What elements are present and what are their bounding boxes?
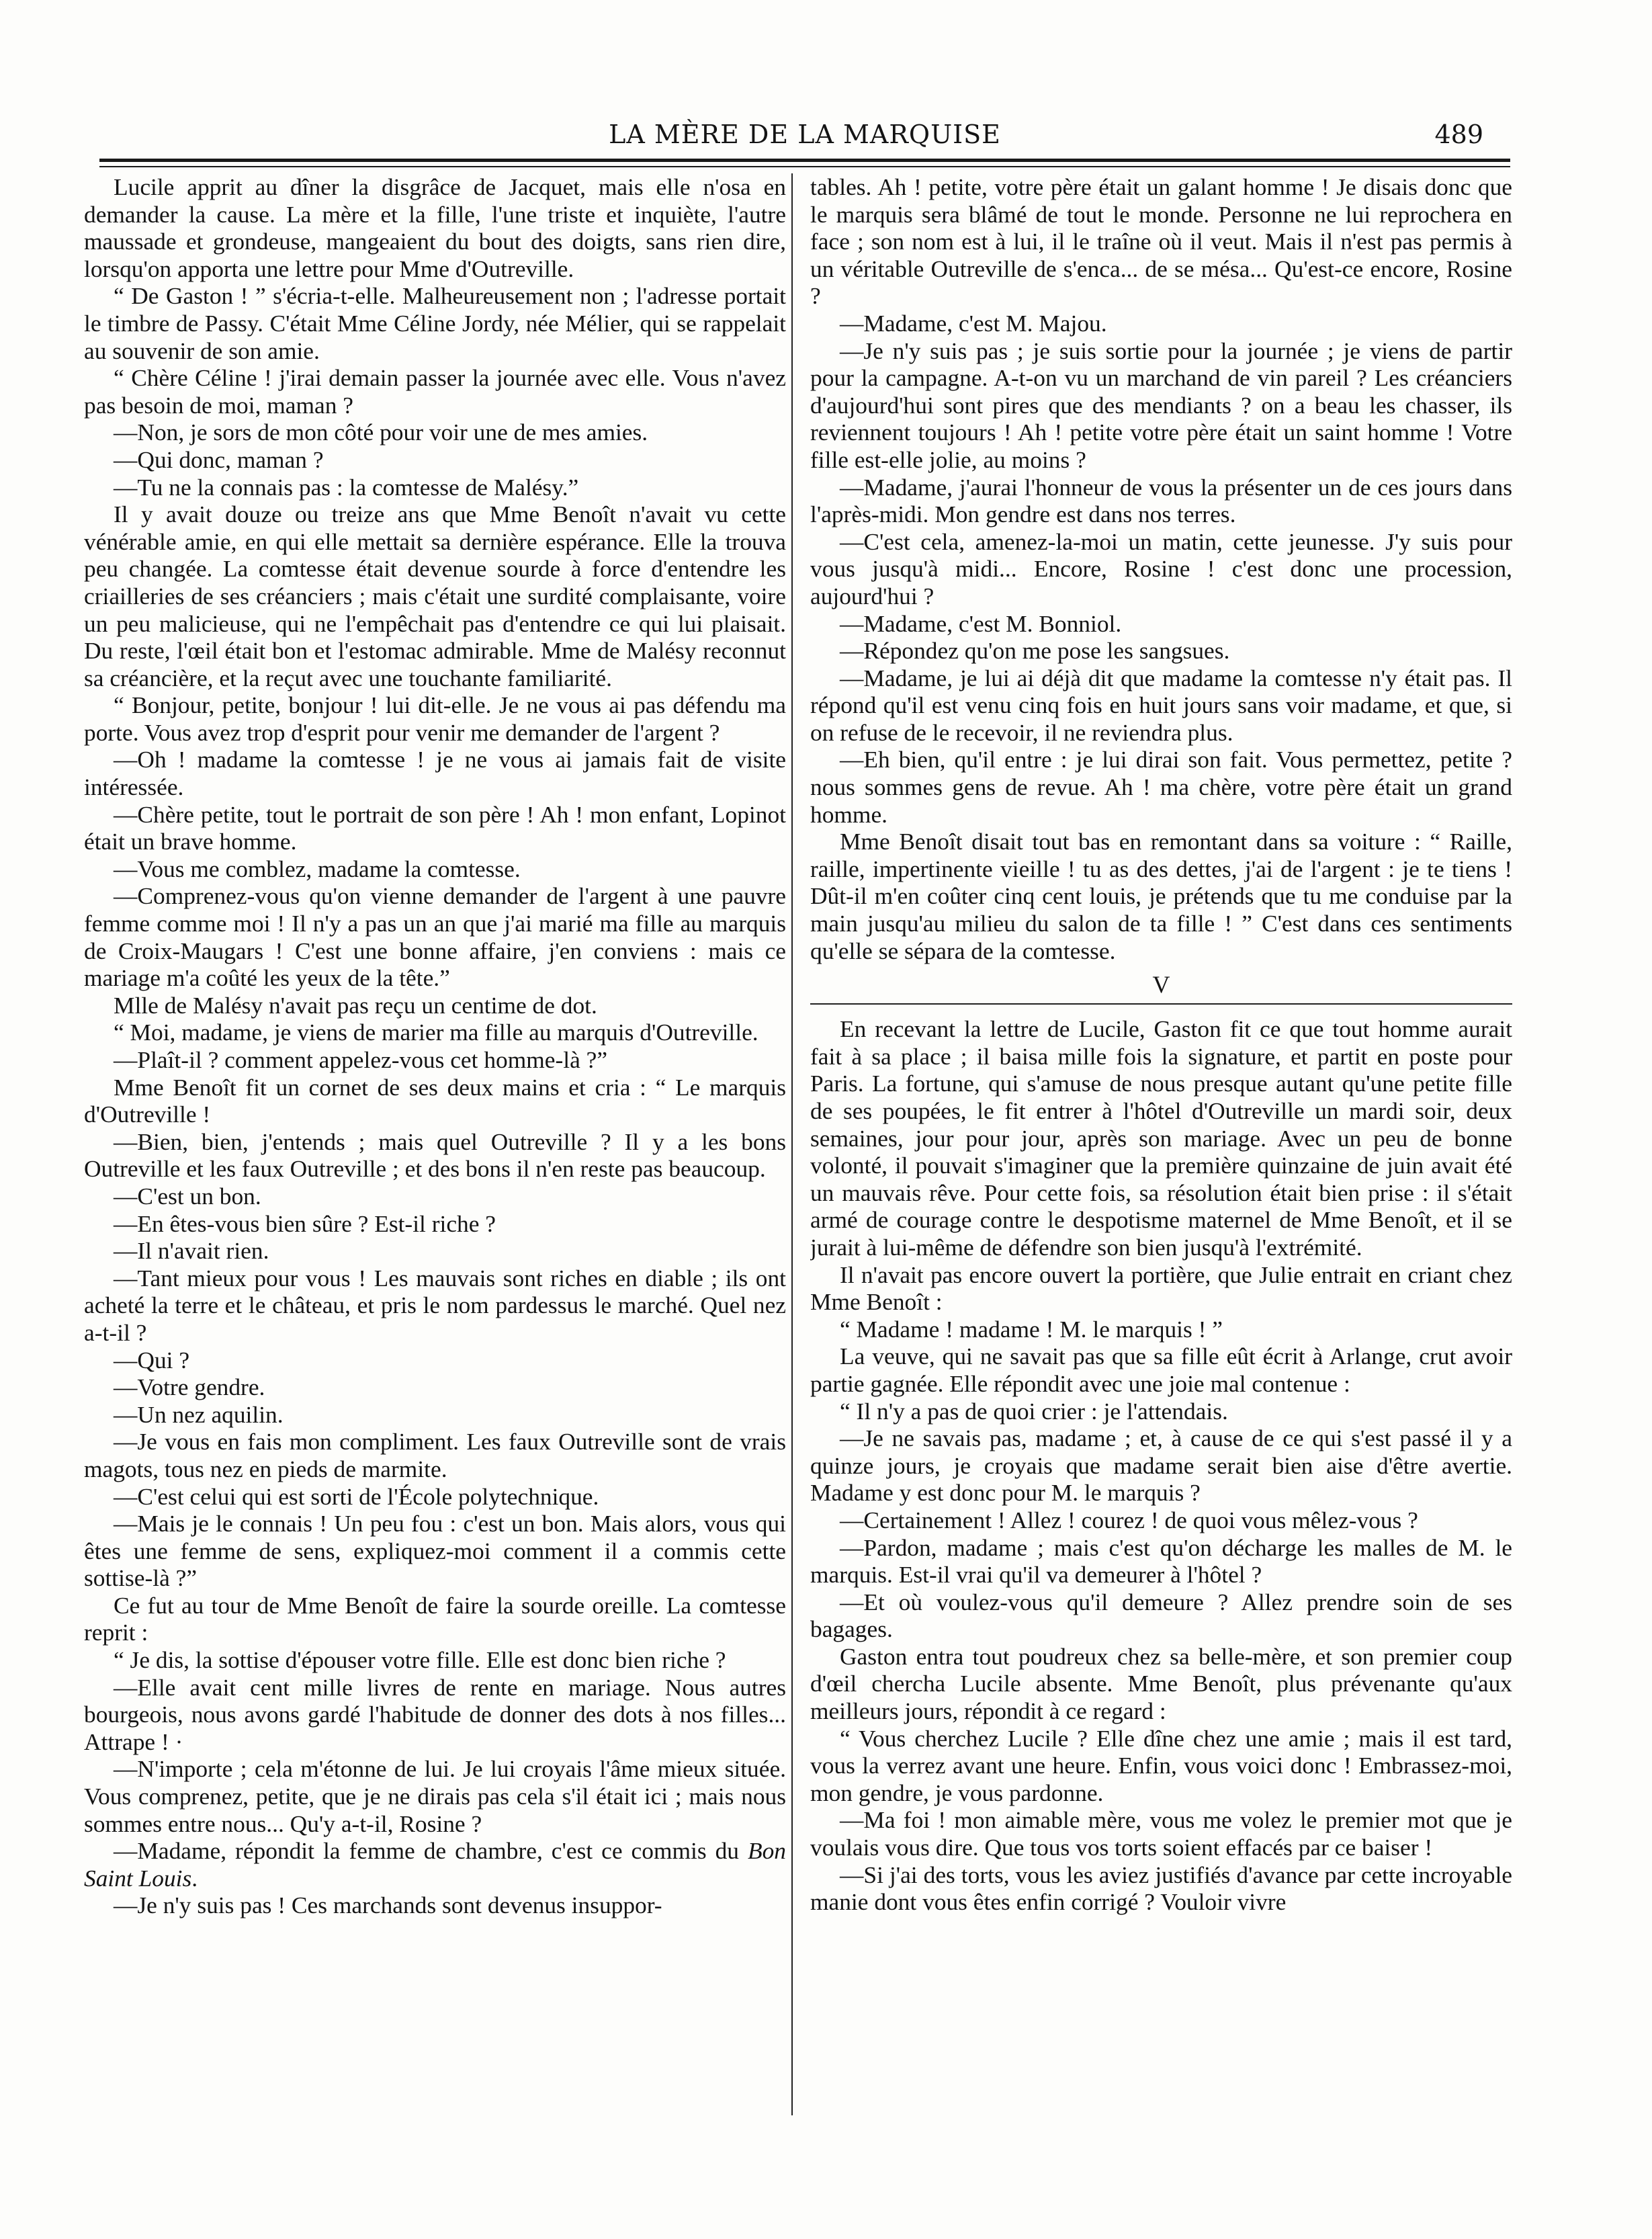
paragraph: —Eh bien, qu'il entre : je lui dirai son fait. Vous permettez, petite ? nous sommes gens de revue. Ah ! ma chère, votre père était un grand homme.	[810, 746, 1512, 828]
paragraph: —Madame, c'est M. Bonniol.	[840, 609, 1122, 637]
paragraph: —Oh ! madame la comtesse ! je ne vous ai jamais fait de visite intéressée.	[84, 746, 786, 801]
paragraph: —Qui ?	[114, 1346, 190, 1374]
left-column	[84, 173, 786, 2122]
paragraph: —Madame, j'aurai l'honneur de vous la présenter un de ces jours dans l'après-midi. Mon gendre est dans nos terres.	[810, 473, 1512, 528]
paragraph: “ De Gaston ! ” s'écria-t-elle. Malheureusement non ; l'adresse portait le timbre de Passy. C'était Mme Céline Jordy, née Mélier, qui se rappelait au souvenir de son amie.	[84, 282, 786, 364]
paragraph: Mme Benoît fit un cornet de ses deux mains et cria : “ Le marquis d'Outreville !	[84, 1073, 786, 1128]
paragraph: —C'est cela, amenez-la-moi un matin, cette jeunesse. J'y suis pour vous jusqu'à midi... Encore, Rosine ! c'est donc une procession, aujourd'hui ?	[810, 527, 1512, 609]
paragraph-text: —Madame, répondit la femme de chambre, c'est ce commis du	[114, 1837, 748, 1865]
paragraph: —Je n'y suis pas ; je suis sortie pour la journée ; je viens de partir pour la campagne. A-t-on vu un marchand de vin pareil ? Les créanciers d'aujourd'hui sont pires que des mendiants ? on a beau les chasser, ils reviennent toujours ! Ah ! petite votre père était un saint homme ! Votre fille est-elle jolie, au moins ?	[810, 337, 1512, 473]
paragraph: “ Vous cherchez Lucile ? Elle dîne chez une amie ; mais il est tard, vous la verrez avant une heure. Enfin, vous voici donc ! Embrassez-moi, mon gendre, je vous pardonne.	[810, 1724, 1512, 1806]
paragraph: —Elle avait cent mille livres de rente en mariage. Nous autres bourgeois, nous avons gardé l'habitude de donner des dots à nos filles... Attrape ! ·	[84, 1673, 786, 1755]
paragraph: —Votre gendre.	[114, 1374, 265, 1401]
paragraph: —Je n'y suis pas ! Ces marchands sont devenus insuppor-	[114, 1892, 662, 1919]
paragraph: —C'est celui qui est sorti de l'École polytechnique.	[114, 1482, 599, 1510]
paragraph: Gaston entra tout poudreux chez sa belle-mère, et son premier coup d'œil chercha Lucile absente. Mme Benoît, plus prévenante qu'aux meilleurs jours, répondit à ce regard :	[810, 1642, 1512, 1725]
paragraph: —Madame, c'est M. Majou.	[840, 309, 1107, 337]
right-column	[810, 173, 1512, 2122]
paragraph: —Vous me comblez, madame la comtesse.	[114, 855, 521, 882]
paragraph: —Répondez qu'on me pose les sangsues.	[840, 637, 1230, 665]
paragraph: “ Bonjour, petite, bonjour ! lui dit-elle. Je ne vous ai pas défendu ma porte. Vous avez trop d'esprit pour venir me demander de l'argent ?	[84, 691, 786, 746]
paragraph: Il y avait douze ou treize ans que Mme Benoît n'avait vu cette vénérable amie, en qui elle mettait sa dernière espérance. Elle la trouva peu changée. La comtesse était devenue sourde à force d'entendre les criailleries de ses créanciers ; mais c'était une surdité complaisante, voire un peu malicieuse, qui ne l'empêchait pas d'entendre ce qui lui plaisait. Du reste, l'œil était bon et l'estomac admirable. Mme de Malésy reconnut sa créancière, et la reçut avec une touchante familiarité.	[84, 501, 786, 691]
paragraph: —Qui donc, maman ?	[114, 446, 324, 473]
paragraph: —Et où voulez-vous qu'il demeure ? Allez prendre soin de ses bagages.	[810, 1588, 1512, 1643]
paragraph: —Non, je sors de mon côté pour voir une de mes amies.	[114, 419, 648, 446]
paragraph: “ Madame ! madame ! M. le marquis ! ”	[840, 1315, 1223, 1343]
paragraph: —Chère petite, tout le portrait de son père ! Ah ! mon enfant, Lopinot était un brave homme.	[84, 800, 786, 855]
paragraph-tail: .	[191, 1864, 198, 1892]
paragraph: —Tu ne la connais pas : la comtesse de Malésy.”	[114, 473, 579, 501]
running-title: LA MÈRE DE LA MARQUISE	[609, 120, 1001, 149]
paragraph: “ Je dis, la sottise d'épouser votre fille. Elle est donc bien riche ?	[114, 1646, 726, 1674]
paragraph: —N'importe ; cela m'étonne de lui. Je lui croyais l'âme mieux située. Vous comprenez, petite, que je ne dirais pas cela s'il était ici ; mais nous sommes entre nous... Qu'y a-t-il, Rosine ?	[84, 1755, 786, 1837]
page-number: 489	[1434, 120, 1483, 149]
paragraph: —Comprenez-vous qu'on vienne demander de l'argent à une pauvre femme comme moi ! Il n'y a pas un an que j'ai marié ma fille au marquis de Croix-Maugars ! C'est une bonne affaire, j'en conviens : mais ce mariage m'a coûté les yeux de la tête.”	[84, 882, 786, 992]
paragraph: Mlle de Malésy n'avait pas reçu un centime de dot.	[114, 991, 597, 1019]
page-header	[99, 120, 1510, 160]
paragraph: Ce fut au tour de Mme Benoît de faire la sourde oreille. La comtesse reprit :	[84, 1591, 786, 1646]
paragraph: “ Chère Céline ! j'irai demain passer la journée avec elle. Vous n'avez pas besoin de moi, maman ?	[84, 364, 786, 419]
header-rule-thin	[99, 166, 1510, 167]
paragraph: “ Il n'y a pas de quoi crier : je l'attendais.	[840, 1397, 1228, 1425]
paragraph: —Pardon, madame ; mais c'est qu'on décharge les malles de M. le marquis. Est-il vrai qu'il va demeurer à l'hôtel ?	[810, 1533, 1512, 1589]
paragraph: Il n'avait pas encore ouvert la portière, que Julie entrait en criant chez Mme Benoît :	[810, 1261, 1512, 1316]
paragraph: —Plaît-il ? comment appelez-vous cet homme-là ?”	[114, 1046, 608, 1073]
paragraph: —Si j'ai des torts, vous les aviez justifiés d'avance par cette incroyable manie dont vous êtes enfin corrigé ? Vouloir vivre	[810, 1861, 1512, 1916]
italic-phrase: Bon Saint Louis	[84, 1837, 786, 1892]
paragraph: —C'est un bon.	[114, 1182, 261, 1210]
paragraph: —Bien, bien, j'entends ; mais quel Outreville ? Il y a les bons Outreville et les faux Outreville ; et des bons il n'en reste pas beaucoup.	[84, 1128, 786, 1183]
paragraph: —Certainement ! Allez ! courez ! de quoi vous mêlez-vous ?	[840, 1506, 1418, 1533]
paragraph-with-italic	[84, 1837, 786, 1892]
paragraph: Lucile apprit au dîner la disgrâce de Jacquet, mais elle n'osa en demander la cause. La mère et la fille, l'une triste et inquiète, l'autre maussade et grondeuse, mangeaient du bout des doigts, sans rien dire, lorsqu'on apporta une lettre pour Mme d'Outreville.	[84, 173, 786, 282]
paragraph: —En êtes-vous bien sûre ? Est-il riche ?	[114, 1210, 496, 1237]
paragraph: Mme Benoît disait tout bas en remontant dans sa voiture : “ Raille, raille, impertinente vieille ! tu as des dettes, j'ai de l'argent : je te tiens ! Dût-il m'en coûter cinq cent louis, je prétends que tu me conduise par la main jusqu'au milieu du salon de ta fille ! ” C'est dans ces sentiments qu'elle se sépara de la comtesse.	[810, 828, 1512, 964]
paragraph: La veuve, qui ne savait pas que sa fille eût écrit à Arlange, crut avoir partie gagnée. Elle répondit avec une joie mal contenue :	[810, 1343, 1512, 1397]
section-heading	[810, 971, 1512, 998]
paragraph: —Je ne savais pas, madame ; et, à cause de ce qui s'est passé il y a quinze jours, je croyais que madame serait bien aise d'être avertie. Madame y est donc pour M. le marquis ?	[810, 1425, 1512, 1507]
paragraph: —Il n'avait rien.	[114, 1237, 269, 1265]
paragraph: —Mais je le connais ! Un peu fou : c'est un bon. Mais alors, vous qui êtes une femme de sens, expliquez-moi comment il a commis cette sottise-là ?”	[84, 1510, 786, 1592]
paragraph: tables. Ah ! petite, votre père était un galant homme ! Je disais donc que le marquis sera blâmé de tout le monde. Personne ne lui reprochera en face ; son nom est à lui, il le traîne où il veut. Mais il n'est pas permis à un véritable Outreville de s'enca... de se mésa... Qu'est-ce encore, Rosine ?	[810, 173, 1512, 310]
paragraph: —Tant mieux pour vous ! Les mauvais sont riches en diable ; ils ont acheté la terre et le château, et pris le nom pardessus le marché. Quel nez a-t-il ?	[84, 1264, 786, 1346]
paragraph: —Je vous en fais mon compliment. Les faux Outreville sont de vrais magots, tous nez en pieds de marmite.	[84, 1428, 786, 1482]
column-divider	[791, 173, 793, 2115]
header-rule-thick	[99, 159, 1510, 162]
paragraph: En recevant la lettre de Lucile, Gaston fit ce que tout homme aurait fait à sa place ; il baisa mille fois la signature, et partit en poste pour Paris. La fortune, qui s'amuse de nous presque autant qu'une petite fille de ses poupées, le fit entrer à l'hôtel d'Outreville un mardi soir, deux semaines, jour pour jour, après son mariage. Avec un peu de bonne volonté, il pouvait s'imaginer que la première quinzaine de juin avait été un mauvais rêve. Pour cette fois, sa résolution était bien prise : il s'était armé de courage contre le despotisme maternel de Mme Benoît, et il se jurait à lui-même de défendre son bien jusqu'à l'extrémité.	[810, 1015, 1512, 1261]
paragraph: —Ma foi ! mon aimable mère, vous me volez le premier mot que je voulais vous dire. Que tous vos torts soient effacés par ce baiser !	[810, 1806, 1512, 1861]
paragraph: “ Moi, madame, je viens de marier ma fille au marquis d'Outreville.	[114, 1019, 758, 1046]
paragraph: —Madame, je lui ai déjà dit que madame la comtesse n'y était pas. Il répond qu'il est venu cinq fois en huit jours sans voir madame, et que, si on refuse de le recevoir, il ne reviendra plus.	[810, 664, 1512, 746]
section-rule	[810, 1003, 1512, 1005]
section-numeral: V	[1152, 971, 1170, 999]
paragraph: —Un nez aquilin.	[114, 1400, 284, 1428]
